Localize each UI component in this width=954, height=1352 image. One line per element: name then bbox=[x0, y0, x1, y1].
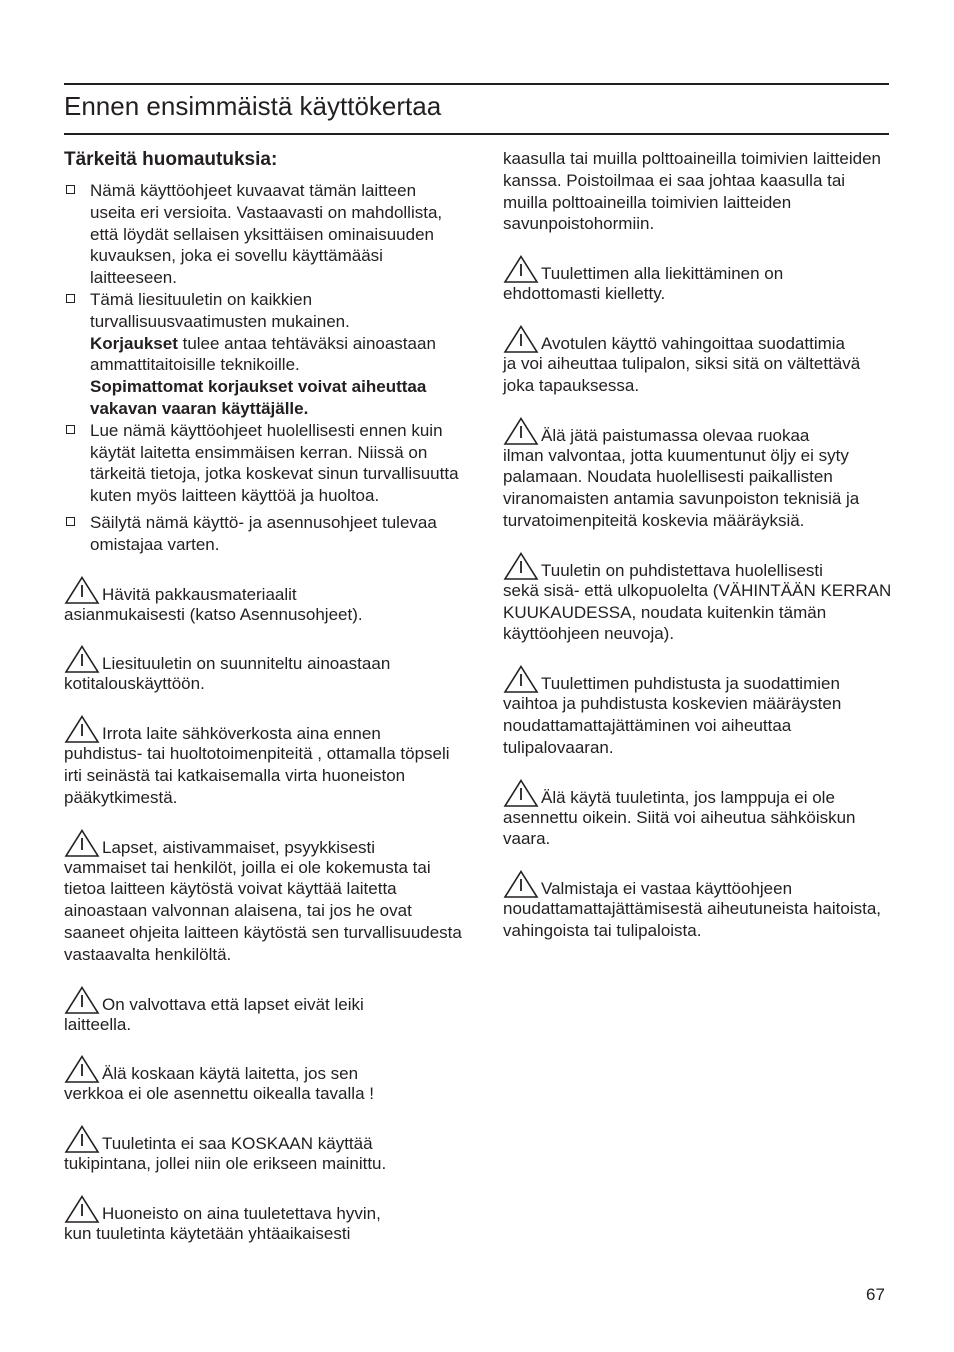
warning-triangle-icon bbox=[64, 645, 100, 673]
warning-text: ja voi aiheuttaa tulipalon, siksi sitä on vältettävä joka tapauksessa. bbox=[503, 353, 861, 395]
warning-note bbox=[503, 255, 893, 305]
checkbox-square-icon bbox=[66, 517, 75, 526]
warning-text: kotitalouskäyttöön. bbox=[64, 674, 205, 694]
warning-text: ilman valvontaa, jotta kuumentunut öljy ei syty palamaan. Noudata huolellisesti paikallisten viranomaisten antamia savunpoiston teknisiä ja turvatoimenpiteitä koskevia määräyksiä. bbox=[503, 445, 860, 530]
warning-text: verkkoa ei ole asennettu oikealla tavalla ! bbox=[64, 1084, 374, 1104]
warning-text: asianmukaisesti (katso Asennusohjeet). bbox=[64, 604, 363, 624]
warning-lead-text: Lapset, aistivammaiset, psyykkisesti bbox=[102, 837, 376, 857]
warning-lead-text: Huoneisto on aina tuuletettava hyvin, bbox=[102, 1203, 381, 1223]
list-item-text: Tämä liesituuletin on kaikkien turvallisuusvaatimusten mukainen. bbox=[90, 289, 350, 331]
warning-triangle-icon bbox=[64, 1125, 100, 1153]
list-item-text: Lue nämä käyttöohjeet huolellisesti ennen kuin käytät laitetta ensimmäisen kerran. Niissä on tärkeitä tietoja, jotka koskevat sinun turvallisuutta kuten myös laitteen käyttöä ja huoltoa. bbox=[90, 420, 459, 506]
warning-text: sekä sisä- että ulkopuolelta (VÄHINTÄÄN KERRAN KUUKAUDESSA, noudata kuitenkin tämän käyttöohjeen neuvoja). bbox=[503, 580, 892, 644]
list-item-text: tulee antaa tehtäväksi ainoastaan ammattitaitoisille teknikoille. bbox=[90, 333, 436, 375]
list-item-text: Nämä käyttöohjeet kuvaavat tämän laitteen useita eri versioita. Vastaavasti on mahdollista, että löydät sellaisen yksittäisen ominaisuuden kuvauksen, joka ei sovellu käyttämääsi laitteeseen. bbox=[90, 181, 443, 288]
warning-note bbox=[503, 779, 893, 851]
warning-note bbox=[503, 417, 893, 532]
warning-triangle-icon bbox=[64, 1055, 100, 1083]
warning-note bbox=[64, 829, 464, 966]
warning-lead-text: Tuuletin on puhdistettava huolellisesti bbox=[541, 560, 823, 580]
warning-text: kun tuuletinta käytetään yhtäaikaisesti bbox=[64, 1223, 351, 1243]
warning-triangle-icon bbox=[503, 417, 539, 445]
checkbox-square-icon bbox=[66, 185, 75, 194]
warning-text: noudattamattajättämisestä aiheutuneista haitoista, vahingoista tai tulipaloista. bbox=[503, 899, 882, 940]
warning-text: vammaiset tai henkilöt, joilla ei ole kokemusta tai tietoa laitteen käytöstä voivat käyttää laitetta ainoastaan valvonnan alaisena, tai jos he ovat saaneet ohjeita laitteen käytöstä sen turvallisuudesta vastaavalta henkilöltä. bbox=[64, 857, 462, 964]
list-item bbox=[64, 420, 464, 507]
list-item-bold-text: Korjaukset bbox=[90, 333, 178, 353]
warning-triangle-icon bbox=[64, 1195, 100, 1223]
warning-lead-text: Älä käytä tuuletinta, jos lamppuja ei ole bbox=[541, 787, 835, 807]
warning-lead-text: Hävitä pakkausmateriaalit bbox=[102, 584, 297, 604]
warning-note bbox=[64, 986, 464, 1036]
warning-lead-text: Liesituuletin on suunniteltu ainoastaan bbox=[102, 654, 391, 674]
warning-lead-text: Irrota laite sähköverkosta aina ennen bbox=[102, 724, 381, 744]
warning-triangle-icon bbox=[503, 552, 539, 580]
continuation-paragraph: kaasulla tai muilla polttoaineilla toimivien laitteiden kanssa. Poistoilmaa ei saa johtaa kaasulla tai muilla polttoaineilla toimivien laitteiden savunpoistohormiin. bbox=[503, 149, 881, 234]
warning-note bbox=[64, 576, 464, 626]
page-title: Ennen ensimmäistä käyttökertaa bbox=[64, 91, 442, 121]
warning-triangle-icon bbox=[503, 325, 539, 353]
top-rule bbox=[64, 83, 889, 85]
warning-lead-text: On valvottava että lapset eivät leiki bbox=[102, 994, 364, 1014]
warning-lead-text: Älä koskaan käytä laitetta, jos sen bbox=[102, 1064, 359, 1084]
list-item-bold-text: Sopimattomat korjaukset voivat aiheuttaa vakavan vaaran käyttäjälle. bbox=[90, 377, 427, 418]
title-underline bbox=[64, 133, 889, 135]
list-item-text: Säilytä nämä käyttö- ja asennusohjeet tulevaa omistajaa varten. bbox=[90, 512, 437, 554]
warning-note bbox=[64, 1195, 464, 1245]
warning-text: tukipintana, jollei niin ole erikseen mainittu. bbox=[64, 1154, 387, 1174]
list-item bbox=[64, 512, 464, 556]
warning-note bbox=[503, 552, 893, 645]
warning-lead-text: Älä jätä paistumassa olevaa ruokaa bbox=[541, 425, 810, 445]
page-number: 67 bbox=[866, 1285, 885, 1304]
list-item bbox=[64, 289, 464, 420]
warning-lead-text: Avotulen käyttö vahingoittaa suodattimia bbox=[541, 333, 845, 353]
notes-list bbox=[64, 180, 464, 556]
warning-text: puhdistus- tai huoltotoimenpiteitä , ottamalla töpseli irti seinästä tai katkaisemalla virta huoneiston pääkytkimestä. bbox=[64, 744, 450, 807]
warning-lead-text: Valmistaja ei vastaa käyttöohjeen bbox=[541, 879, 793, 899]
warning-text: vaihtoa ja puhdistusta koskevien määräysten noudattamattajättäminen voi aiheuttaa tulipalovaaran. bbox=[503, 694, 842, 757]
warning-text: ehdottomasti kielletty. bbox=[503, 284, 666, 304]
warning-triangle-icon bbox=[64, 986, 100, 1014]
warning-note bbox=[64, 715, 464, 808]
list-item bbox=[64, 180, 464, 289]
left-column bbox=[64, 148, 464, 1245]
warning-triangle-icon bbox=[64, 576, 100, 604]
warning-note bbox=[64, 1125, 464, 1175]
warning-text: asennettu oikein. Siitä voi aiheutua sähköiskun vaara. bbox=[503, 807, 856, 849]
warning-note bbox=[503, 325, 893, 397]
warning-triangle-icon bbox=[64, 829, 100, 857]
warning-note bbox=[503, 870, 893, 942]
checkbox-square-icon bbox=[66, 294, 75, 303]
section-heading: Tärkeitä huomautuksia: bbox=[64, 149, 278, 170]
warning-note bbox=[503, 665, 893, 758]
warning-lead-text: Tuulettimen alla liekittäminen on bbox=[541, 264, 784, 284]
warning-note bbox=[64, 645, 464, 695]
right-column bbox=[503, 148, 893, 942]
warning-lead-text: Tuuletinta ei saa KOSKAAN käyttää bbox=[102, 1134, 373, 1154]
checkbox-square-icon bbox=[66, 425, 75, 434]
warning-triangle-icon bbox=[503, 870, 539, 898]
warning-lead-text: Tuulettimen puhdistusta ja suodattimien bbox=[541, 674, 840, 694]
warning-triangle-icon bbox=[503, 665, 539, 693]
warning-text: laitteella. bbox=[64, 1014, 132, 1034]
warning-triangle-icon bbox=[503, 255, 539, 283]
warning-note bbox=[64, 1055, 464, 1105]
warning-triangle-icon bbox=[503, 779, 539, 807]
warning-triangle-icon bbox=[64, 715, 100, 743]
